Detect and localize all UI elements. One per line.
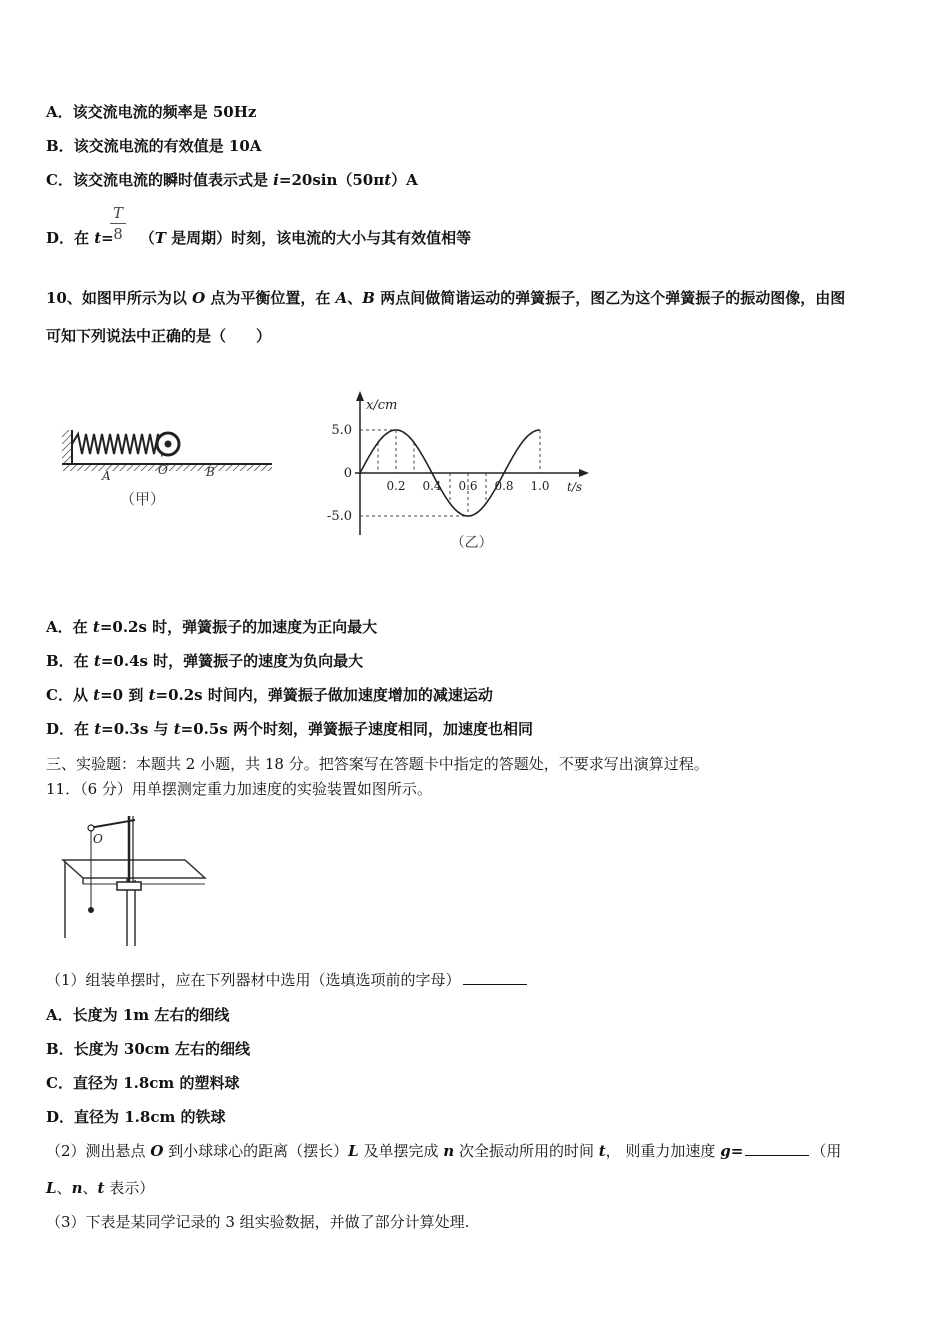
point-a-label: A — [102, 469, 111, 483]
q9-option-c: C．该交流电流的瞬时值表示式是 i=20sin（50πt）A — [46, 171, 418, 189]
x-tick-label: 0.6 — [458, 479, 478, 493]
x-axis-label: t/s — [567, 480, 583, 494]
x-axis-arrow — [579, 469, 589, 477]
answer-blank-2[interactable] — [745, 1141, 809, 1156]
x-tick-label: 0.2 — [386, 479, 406, 493]
pendulum-o-label: O — [93, 832, 103, 846]
stand-base — [117, 882, 141, 890]
pendulum-apparatus-figure — [55, 808, 215, 953]
q11-part1: （1）组装单摆时，应在下列器材中选用（选填选项前的字母） — [46, 970, 529, 990]
q11-part2-line1: （2）测出悬点 O 到小球球心的距离（摆长）L 及单摆完成 n 次全振动所用的时间 t， 则重力加速度 g= （用 — [46, 1142, 842, 1160]
point-b-label: B — [206, 465, 215, 479]
q11-option-b: B．长度为 30cm 左右的细线 — [46, 1040, 251, 1058]
q9-option-d: D．在 t= （T 是周期）时刻，该电流的大小与其有效值相等 — [46, 229, 472, 247]
q11-option-c: C．直径为 1.8cm 的塑料球 — [46, 1074, 240, 1092]
vibration-graph — [310, 385, 600, 560]
x-tick-label: 0.8 — [494, 479, 514, 493]
y-tick-label: 5.0 — [331, 423, 352, 438]
q10-option-b: B．在 t=0.4s 时，弹簧振子的速度为负向最大 — [46, 652, 364, 670]
section-3-heading: 三、实验题：本题共 2 小题，共 18 分。把答案写在答题卡中指定的答题处，不要求写出演算过程。 — [46, 755, 709, 773]
q11-option-a: A．长度为 1m 左右的细线 — [46, 1006, 230, 1024]
spring-oscillator-figure — [50, 420, 280, 520]
oscillator-ball-center — [165, 441, 172, 448]
q11-stem: 11．（6 分）用单摆测定重力加速度的实验装置如图所示。 — [46, 780, 432, 798]
y-axis-arrow — [356, 391, 364, 401]
spring — [72, 434, 166, 454]
x-tick-label: 0.4 — [422, 479, 442, 493]
q10-option-d: D．在 t=0.3s 与 t=0.5s 两个时刻，弹簧振子速度相同，加速度也相同 — [46, 720, 534, 738]
q11-option-d: D．直径为 1.8cm 的铁球 — [46, 1108, 226, 1126]
figure-jia-caption: （甲） — [120, 490, 166, 508]
q10-option-c: C．从 t=0 到 t=0.2s 时间内，弹簧振子做加速度增加的减速运动 — [46, 686, 493, 704]
y-tick-label: 0 — [343, 466, 352, 481]
fraction-t-over-8: T 8 — [108, 204, 128, 243]
y-tick-label: -5.0 — [326, 509, 352, 524]
wall-hatch — [62, 430, 72, 464]
q11-part3: （3）下表是某同学记录的 3 组实验数据，并做了部分计算处理. — [46, 1213, 470, 1231]
pendulum-bob — [88, 907, 94, 913]
q9-option-b: B．该交流电流的有效值是 10A — [46, 137, 262, 155]
answer-blank-1[interactable] — [463, 970, 527, 985]
y-axis-label: x/cm — [366, 398, 398, 413]
x-tick-label: 1.0 — [530, 479, 550, 493]
point-o-label: O — [158, 463, 168, 477]
q10-stem-line1: 10、如图甲所示为以 O 点为平衡位置，在 A、B 两点间做简谐运动的弹簧振子，图乙为这个弹簧振子的振动图像，由图 — [46, 289, 846, 307]
table-top — [63, 860, 205, 878]
figure-yi-caption: （乙） — [450, 535, 493, 551]
q10-option-a: A．在 t=0.2s 时，弹簧振子的加速度为正向最大 — [46, 618, 378, 636]
q10-stem-line2: 可知下列说法中正确的是（ ） — [46, 327, 272, 345]
q11-part2-line2: L、n、t 表示） — [46, 1179, 155, 1197]
q9-option-a: A．该交流电流的频率是 50Hz — [46, 103, 257, 121]
